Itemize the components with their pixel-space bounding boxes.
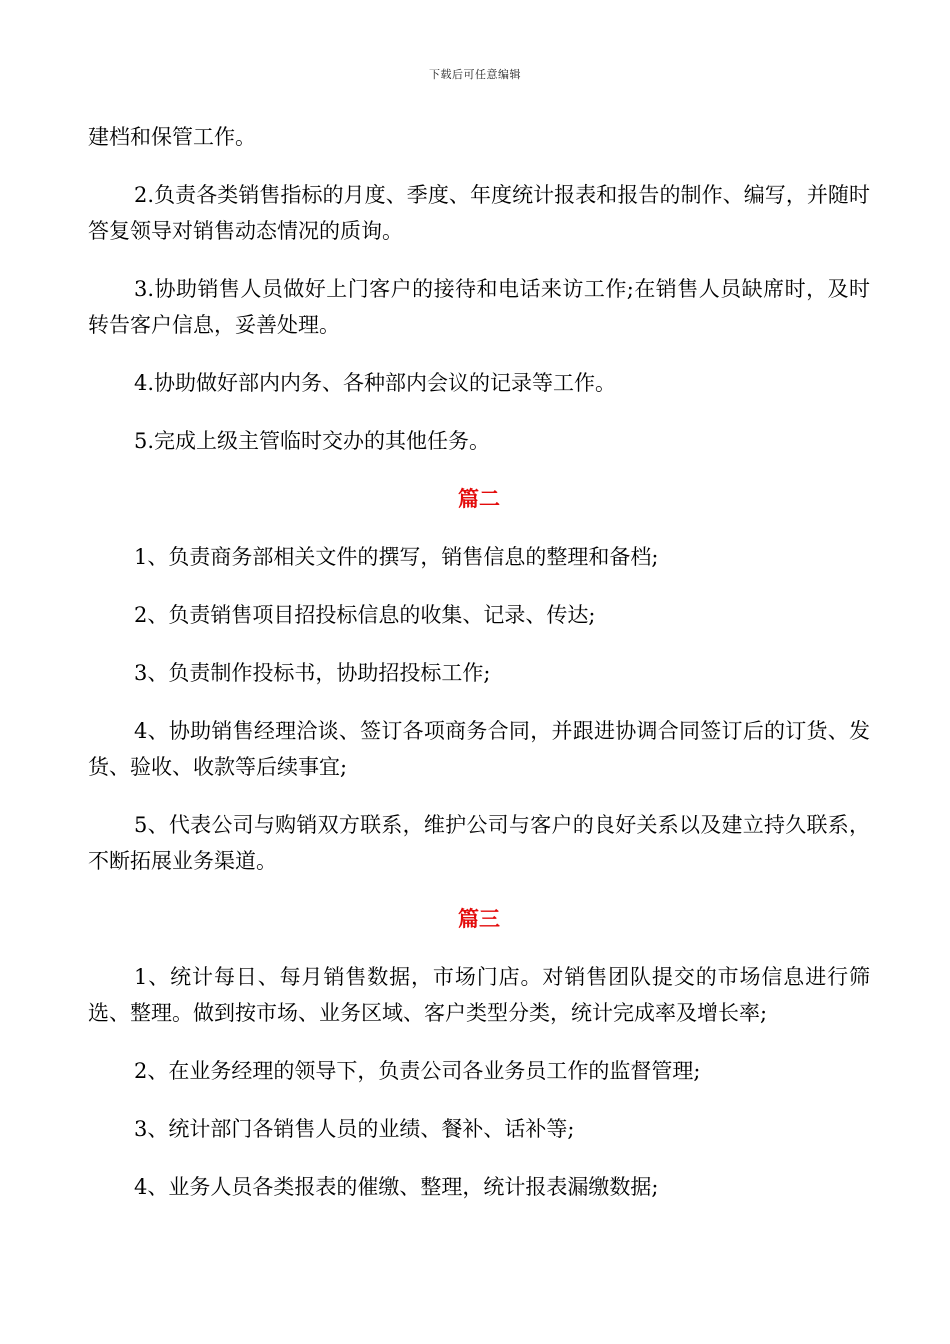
section-title-3: 篇三 [458,906,500,931]
section3-item-2: 2、在业务经理的领导下，负责公司各业务员工作的监督管理; [134,1059,701,1083]
part1-item-2: 2.负责各类销售指标的月度、季度、年度统计报表和报告的制作、编写，并随时答复领导对销售动态情况的质询。 [88,183,870,243]
section3-item-4: 4、业务人员各类报表的催缴、整理，统计报表漏缴数据; [134,1175,659,1199]
section3-item-1: 1、统计每日、每月销售数据，市场门店。对销售团队提交的市场信息进行筛选、整理。做到按市场、业务区域、客户类型分类，统计完成率及增长率; [88,965,870,1025]
part1-item-5: 5.完成上级主管临时交办的其他任务。 [134,429,491,453]
section3-item-3: 3、统计部门各销售人员的业绩、餐补、话补等; [134,1117,575,1141]
section2-item-5: 5、代表公司与购销双方联系，维护公司与客户的良好关系以及建立持久联系，不断拓展业务渠道。 [88,813,870,873]
section2-item-4: 4、协助销售经理洽谈、签订各项商务合同，并跟进协调合同签订后的订货、发货、验收、收款等后续事宜; [88,719,870,779]
header-note: 下载后可任意编辑 [429,68,521,81]
part1-item-4: 4.协助做好部内内务、各种部内会议的记录等工作。 [134,371,617,395]
document-body [88,119,870,1227]
section2-item-2: 2、负责销售项目招投标信息的收集、记录、传达; [134,603,596,627]
section2-item-1: 1、负责商务部相关文件的撰写，销售信息的整理和备档; [134,545,659,569]
section-title-2: 篇二 [458,486,500,511]
section2-item-3: 3、负责制作投标书，协助招投标工作; [134,661,491,685]
paragraph-continuation: 建档和保管工作。 [88,125,256,149]
part1-item-3: 3.协助销售人员做好上门客户的接待和电话来访工作;在销售人员缺席时，及时转告客户信息，妥善处理。 [88,277,870,337]
